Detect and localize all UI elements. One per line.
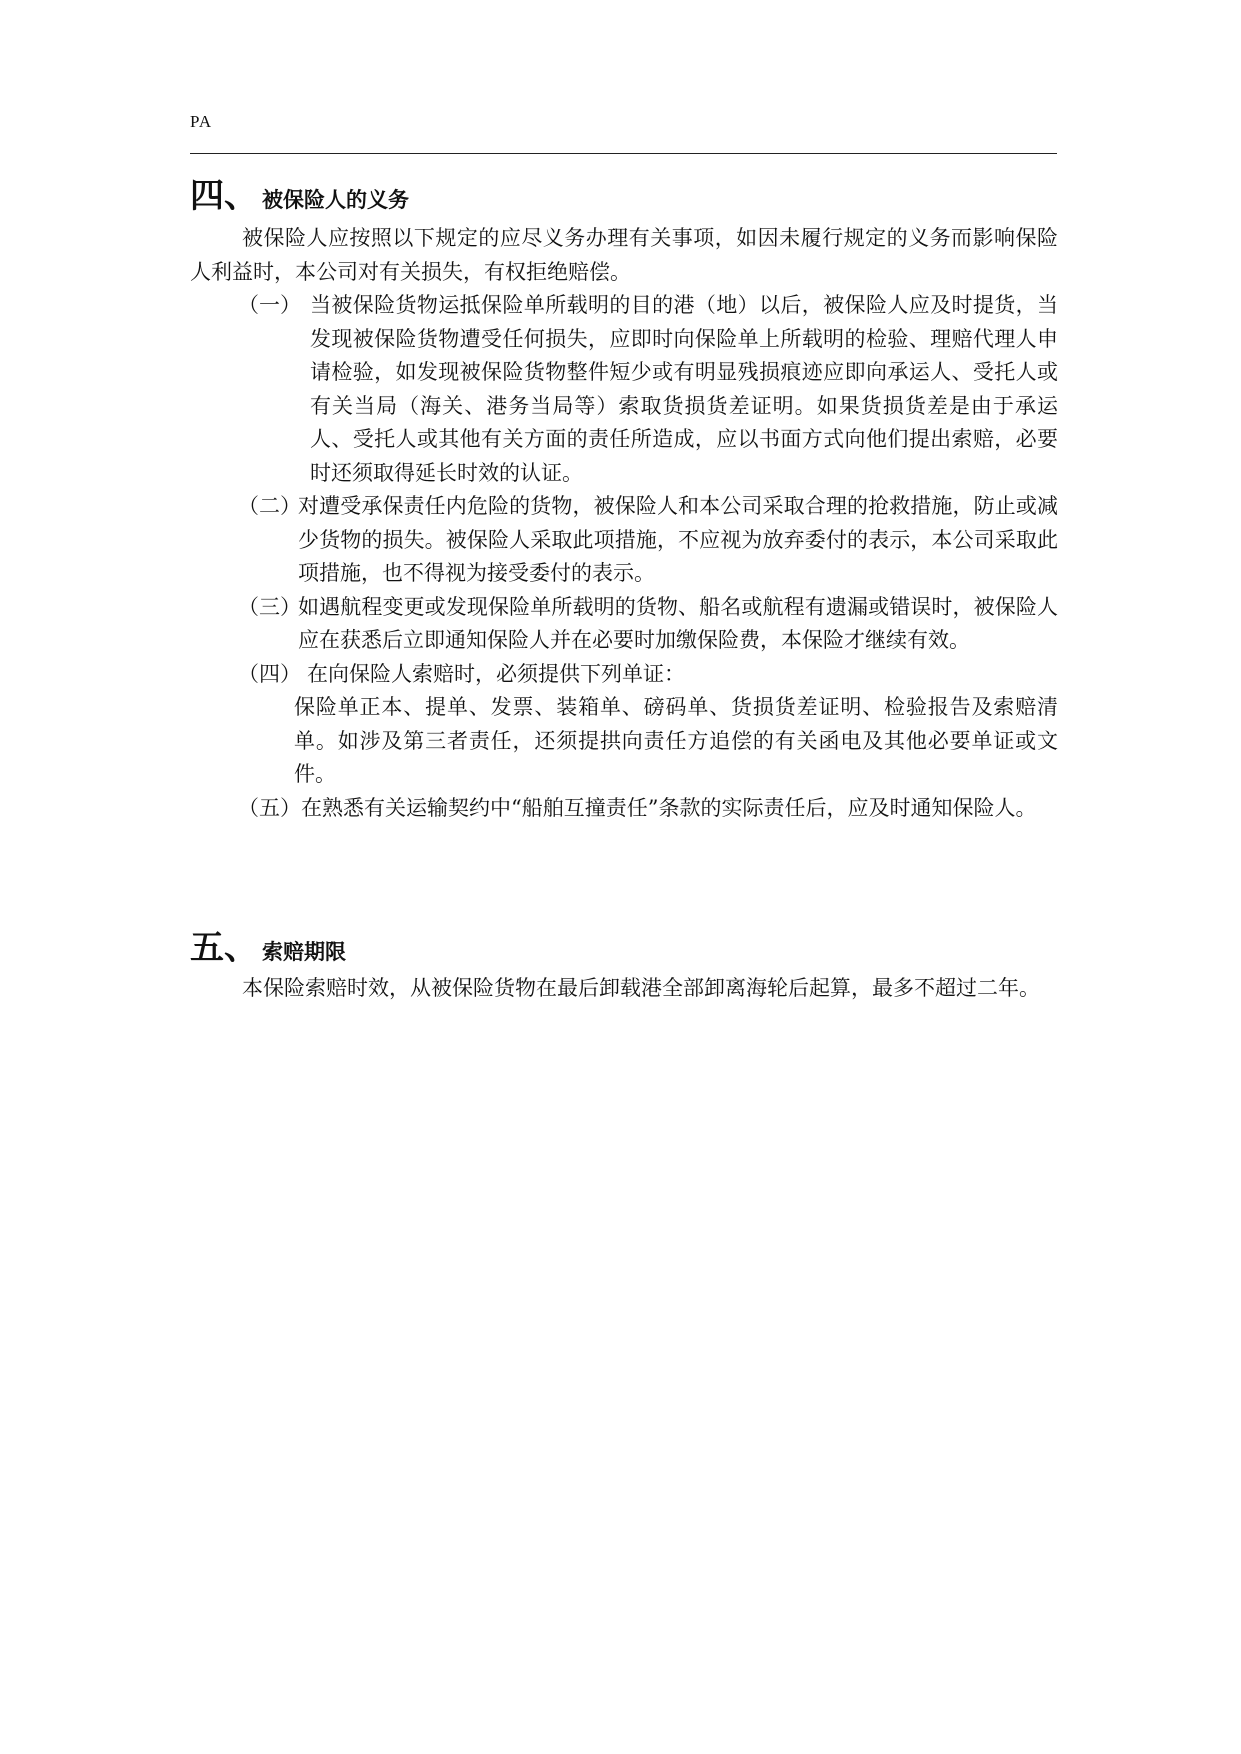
section-claim-period xyxy=(190,920,1058,1006)
item-text: 在熟悉有关运输契约中“船舶互撞责任”条款的实际责任后，应及时通知保险人。 xyxy=(301,795,1037,820)
section-text: 本保险索赔时效，从被保险货物在最后卸载港全部卸离海轮后起算，最多不超过二年。 xyxy=(242,976,1040,1000)
item-label: （一） xyxy=(238,293,301,317)
item-text: 对遭受承保责任内危险的货物，被保险人和本公司采取合理的抢救措施，防止或减少货物的损失。被保险人采取此项措施，不应视为放弃委付的表示，本公司采取此项措施，也不得视为接受委付的表示。 xyxy=(298,494,1058,585)
section-number: 五、 xyxy=(190,928,258,968)
list-item xyxy=(190,658,1058,792)
list-item xyxy=(190,490,1058,591)
section-title: 被保险人的义务 xyxy=(262,188,409,212)
section-obligations xyxy=(190,168,1058,825)
section-title: 索赔期限 xyxy=(262,940,346,964)
item-label: （五） xyxy=(238,795,301,820)
item-label: （二） xyxy=(238,494,301,518)
list-item xyxy=(190,591,1058,658)
section-heading xyxy=(190,168,1058,216)
list-item xyxy=(238,792,1058,826)
page-header: PA xyxy=(190,112,213,131)
section-heading xyxy=(190,920,1058,968)
header-rule xyxy=(190,153,1057,154)
item-label: （三） xyxy=(238,594,301,619)
item-text: 在向保险人索赔时，必须提供下列单证： xyxy=(307,661,685,686)
item-text: 如遇航程变更或发现保险单所载明的货物、船名或航程有遗漏或错误时，被保险人应在获悉后立即通知保险人并在必要时加缴保险费，本保险才继续有效。 xyxy=(298,594,1058,652)
item-subtext: 保险单正本、提单、发票、装箱单、磅码单、货损货差证明、检验报告及索赔清单。如涉及第三者责任，还须提拱向责任方追偿的有关函电及其他必要单证或文件。 xyxy=(294,695,1058,786)
item-label: （四） xyxy=(238,661,301,686)
section-intro: 被保险人应按照以下规定的应尽义务办理有关事项，如因未履行规定的义务而影响保险人利益时，本公司对有关损失，有权拒绝赔偿。 xyxy=(190,226,1058,284)
item-text: 当被保险货物运抵保险单所载明的目的港（地）以后，被保险人应及时提货，当发现被保险货物遭受任何损失，应即时向保险单上所载明的检验、理赔代理人申请检验，如发现被保险货物整件短少或有明显残损痕迹应即向承运人、受托人或有关当局（海关、港务当局等）索取货损货差证明。如果货损货差是由于承运人、受托人或其他有关方面的责任所造成，应以书面方式向他们提出索赔，必要时还须取得延长时效的认证。 xyxy=(310,293,1058,485)
list-item xyxy=(190,289,1058,490)
section-number: 四、 xyxy=(190,176,258,216)
